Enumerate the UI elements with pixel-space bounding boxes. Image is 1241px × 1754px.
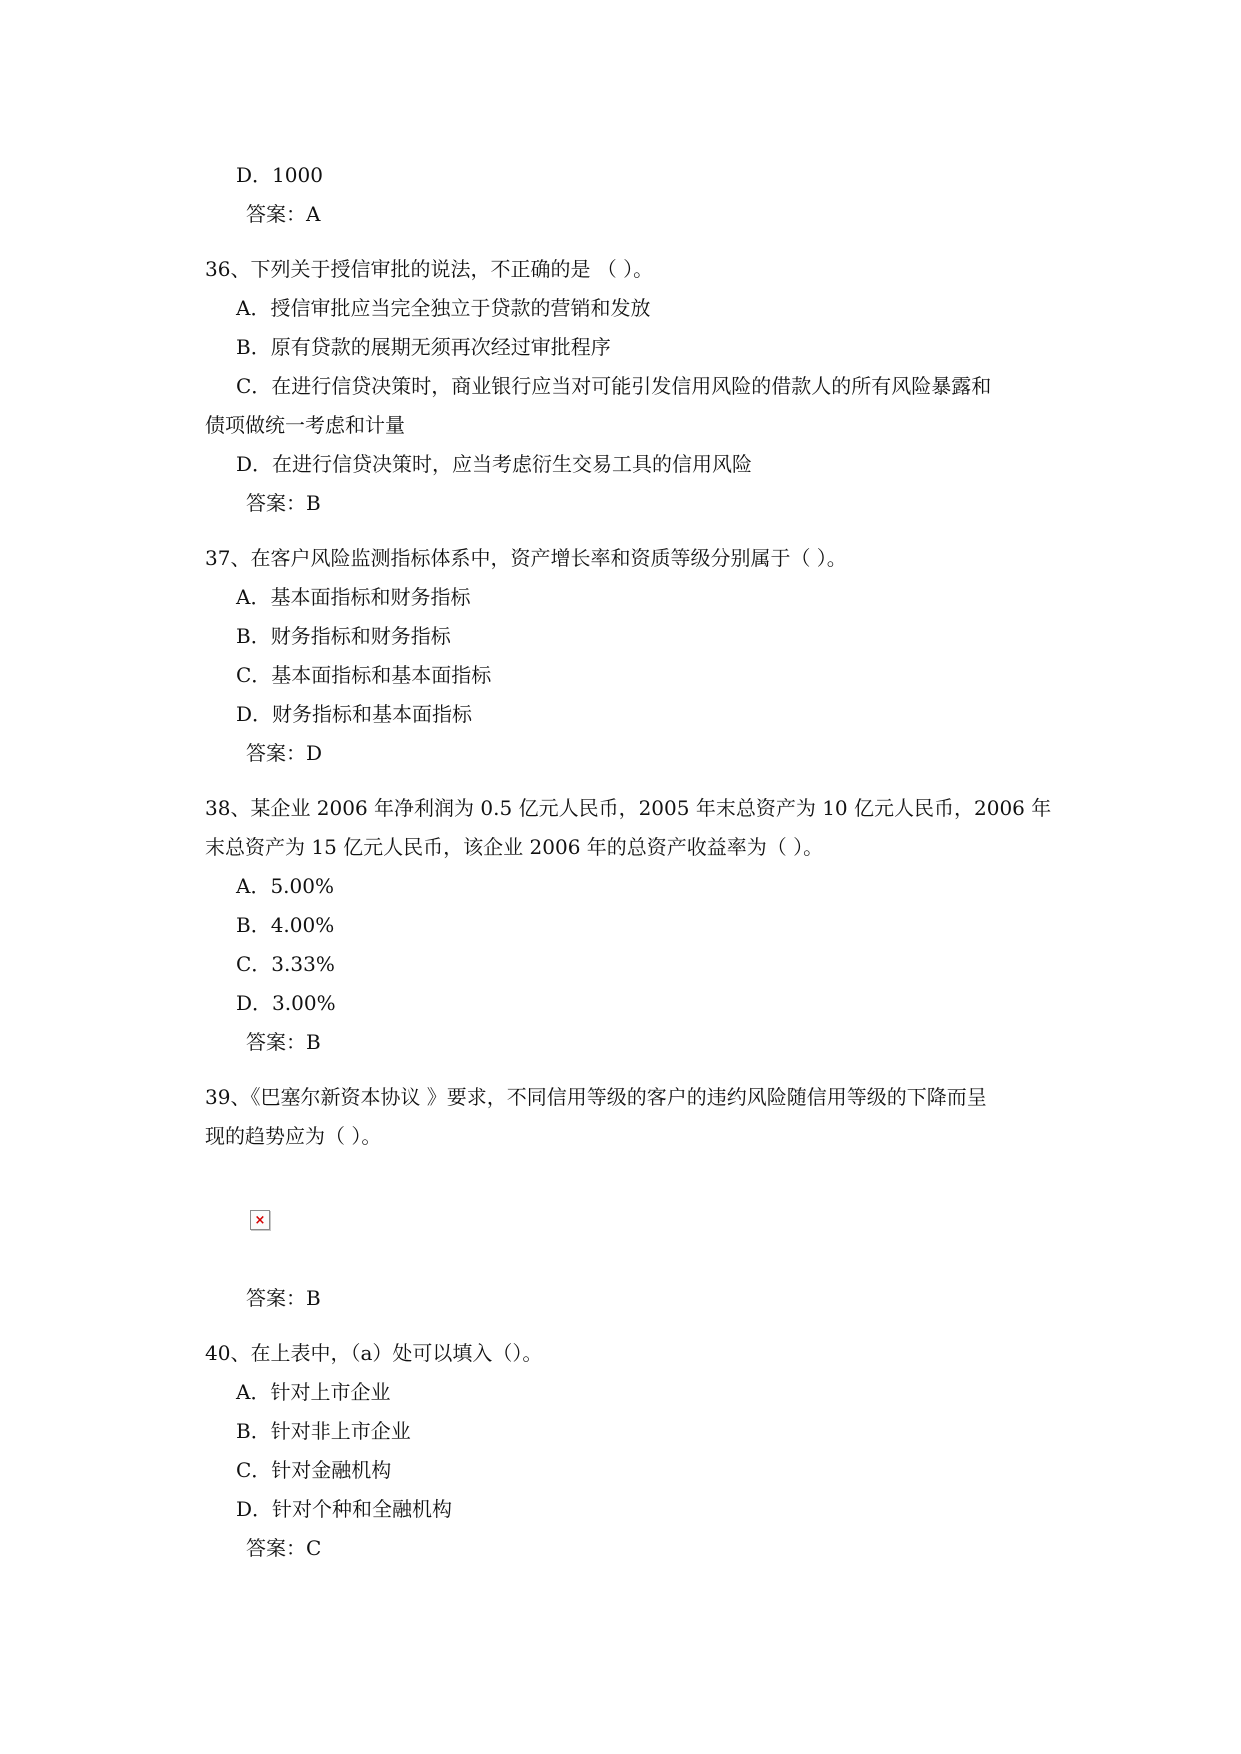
q38-option-c: C．3.33% <box>236 952 335 976</box>
q38-stem-line-2: 末总资产为 15 亿元人民币，该企业 2006 年的总资产收益率为（ ）。 <box>205 835 824 859</box>
q37-option-a: A．基本面指标和财务指标 <box>236 585 471 609</box>
q39-stem-line-1: 39、《巴塞尔新资本协议 》要求，不同信用等级的客户的违约风险随信用等级的下降而呈 <box>205 1085 987 1109</box>
q40-option-a: A．针对上市企业 <box>236 1380 391 1404</box>
q36-stem: 36、下列关于授信审批的说法，不正确的是 （ ）。 <box>205 257 654 281</box>
q40-option-d: D．针对个种和全融机构 <box>236 1497 453 1521</box>
q37-stem: 37、在客户风险监测指标体系中，资产增长率和资质等级分别属于（ ）。 <box>205 546 847 570</box>
q40-answer: 答案：C <box>246 1536 322 1560</box>
q37-option-d: D．财务指标和基本面指标 <box>236 702 473 726</box>
q38-answer: 答案：B <box>246 1030 321 1054</box>
q38-option-a: A．5.00% <box>236 874 334 898</box>
q40-option-c: C．针对金融机构 <box>236 1458 392 1482</box>
q36-option-b: B．原有贷款的展期无须再次经过审批程序 <box>236 335 611 359</box>
q37-answer: 答案：D <box>246 741 323 765</box>
q38-option-b: B．4.00% <box>236 913 335 937</box>
q36-option-a: A．授信审批应当完全独立于贷款的营销和发放 <box>236 296 651 320</box>
q35-option-d: D．1000 <box>236 163 323 187</box>
q36-answer: 答案：B <box>246 491 321 515</box>
q35-answer: 答案：A <box>246 202 321 226</box>
q38-stem-line-1: 38、某企业 2006 年净利润为 0.5 亿元人民币，2005 年末总资产为 10 亿元人民币，2006 年 <box>205 796 1052 820</box>
q37-option-b: B．财务指标和财务指标 <box>236 624 451 648</box>
q38-option-d: D．3.00% <box>236 991 336 1015</box>
broken-image-icon <box>250 1210 270 1230</box>
q36-option-c: C．在进行信贷决策时，商业银行应当对可能引发信用风险的借款人的所有风险暴露和 <box>236 374 992 398</box>
q36-option-c-continued: 债项做统一考虑和计量 <box>205 413 405 437</box>
q39-stem-line-2: 现的趋势应为（ ）。 <box>205 1124 382 1148</box>
q40-stem: 40、在上表中，（a）处可以填入（）。 <box>205 1341 543 1365</box>
broken-image-x-mark: × <box>254 1212 266 1228</box>
q37-option-c: C．基本面指标和基本面指标 <box>236 663 492 687</box>
q39-answer: 答案：B <box>246 1286 321 1310</box>
q36-option-d: D．在进行信贷决策时，应当考虑衍生交易工具的信用风险 <box>236 452 753 476</box>
q40-option-b: B．针对非上市企业 <box>236 1419 411 1443</box>
